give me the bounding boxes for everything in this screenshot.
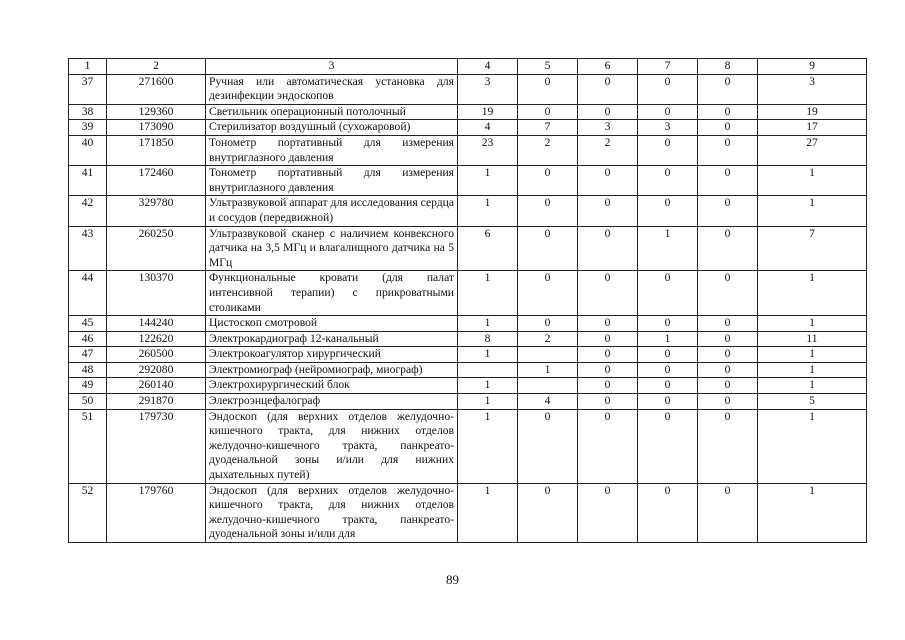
value-cell-8: 0 [698, 135, 758, 165]
value-cell-8: 0 [698, 483, 758, 542]
table-row [69, 74, 867, 104]
table-header-row [69, 59, 867, 75]
total-cell: 5 [758, 394, 867, 410]
value-cell-6: 0 [578, 347, 638, 363]
value-cell-6: 0 [578, 166, 638, 196]
value-cell-6: 0 [578, 331, 638, 347]
value-cell-8: 0 [698, 120, 758, 136]
row-number-cell: 44 [69, 271, 107, 316]
value-cell-6: 0 [578, 409, 638, 483]
row-number-cell: 42 [69, 196, 107, 226]
table-row [69, 271, 867, 316]
value-cell-6: 0 [578, 483, 638, 542]
table-row [69, 378, 867, 394]
value-cell-7: 0 [638, 409, 698, 483]
total-cell: 17 [758, 120, 867, 136]
value-cell-7: 0 [638, 166, 698, 196]
value-cell-7: 0 [638, 394, 698, 410]
value-cell-6: 0 [578, 378, 638, 394]
name-cell: Эндоскоп (для верхних отделов желудочно-кишечного тракта, для нижних отделов желудочно-кишечного тракта, панкреато-дуоденальной зоны и/или для нижних дыхательных путей) [206, 409, 458, 483]
total-cell: 1 [758, 347, 867, 363]
name-cell: Эндоскоп (для верхних отделов желудочно-кишечного тракта, для нижних отделов желудочно-кишечного тракта, панкреато-дуоденальной зоны и/или для [206, 483, 458, 542]
value-cell-8: 0 [698, 104, 758, 120]
value-cell-7: 0 [638, 104, 698, 120]
value-cell-5: 0 [518, 104, 578, 120]
value-cell-8: 0 [698, 226, 758, 271]
header-cell-4: 4 [458, 59, 518, 75]
table-row [69, 120, 867, 136]
row-number-cell: 41 [69, 166, 107, 196]
value-cell-7: 0 [638, 347, 698, 363]
code-cell: 179730 [107, 409, 206, 483]
header-cell-2: 2 [107, 59, 206, 75]
value-cell-4: 8 [458, 331, 518, 347]
value-cell-8: 0 [698, 74, 758, 104]
row-number-cell: 38 [69, 104, 107, 120]
row-number-cell: 52 [69, 483, 107, 542]
name-cell: Тонометр портативный для измерения внутриглазного давления [206, 166, 458, 196]
total-cell: 1 [758, 196, 867, 226]
code-cell: 260250 [107, 226, 206, 271]
value-cell-4: 1 [458, 271, 518, 316]
table-row [69, 362, 867, 378]
code-cell: 172460 [107, 166, 206, 196]
row-number-cell: 51 [69, 409, 107, 483]
code-cell: 292080 [107, 362, 206, 378]
header-cell-8: 8 [698, 59, 758, 75]
value-cell-7: 0 [638, 378, 698, 394]
code-cell: 129360 [107, 104, 206, 120]
code-cell: 171850 [107, 135, 206, 165]
value-cell-6: 0 [578, 316, 638, 332]
value-cell-4: 4 [458, 120, 518, 136]
value-cell-5: 0 [518, 226, 578, 271]
value-cell-5: 0 [518, 316, 578, 332]
table-row [69, 196, 867, 226]
code-cell: 173090 [107, 120, 206, 136]
total-cell: 11 [758, 331, 867, 347]
name-cell: Тонометр портативный для измерения внутриглазного давления [206, 135, 458, 165]
row-number-cell: 46 [69, 331, 107, 347]
code-cell: 260140 [107, 378, 206, 394]
value-cell-7: 0 [638, 362, 698, 378]
code-cell: 329780 [107, 196, 206, 226]
value-cell-6: 0 [578, 74, 638, 104]
row-number-cell: 37 [69, 74, 107, 104]
value-cell-5: 2 [518, 135, 578, 165]
value-cell-8: 0 [698, 196, 758, 226]
value-cell-6: 0 [578, 226, 638, 271]
total-cell: 7 [758, 226, 867, 271]
name-cell: Электромиограф (нейромиограф, миограф) [206, 362, 458, 378]
table-row [69, 226, 867, 271]
table-row [69, 483, 867, 542]
header-cell-5: 5 [518, 59, 578, 75]
row-number-cell: 50 [69, 394, 107, 410]
total-cell: 1 [758, 362, 867, 378]
value-cell-5: 7 [518, 120, 578, 136]
table-row [69, 166, 867, 196]
value-cell-5: 4 [518, 394, 578, 410]
value-cell-4: 3 [458, 74, 518, 104]
value-cell-7: 1 [638, 331, 698, 347]
value-cell-6: 3 [578, 120, 638, 136]
row-number-cell: 49 [69, 378, 107, 394]
value-cell-4: 6 [458, 226, 518, 271]
code-cell: 271600 [107, 74, 206, 104]
value-cell-7: 0 [638, 483, 698, 542]
row-number-cell: 39 [69, 120, 107, 136]
value-cell-6: 0 [578, 196, 638, 226]
value-cell-5: 1 [518, 362, 578, 378]
name-cell: Светильник операционный потолочный [206, 104, 458, 120]
code-cell: 291870 [107, 394, 206, 410]
value-cell-5: 2 [518, 331, 578, 347]
value-cell-4 [458, 362, 518, 378]
value-cell-7: 1 [638, 226, 698, 271]
value-cell-4: 1 [458, 166, 518, 196]
value-cell-6: 0 [578, 104, 638, 120]
value-cell-7: 0 [638, 316, 698, 332]
total-cell: 3 [758, 74, 867, 104]
row-number-cell: 45 [69, 316, 107, 332]
value-cell-8: 0 [698, 394, 758, 410]
total-cell: 1 [758, 316, 867, 332]
value-cell-4: 23 [458, 135, 518, 165]
code-cell: 122620 [107, 331, 206, 347]
value-cell-8: 0 [698, 166, 758, 196]
value-cell-4: 1 [458, 483, 518, 542]
total-cell: 1 [758, 409, 867, 483]
value-cell-8: 0 [698, 362, 758, 378]
value-cell-7: 0 [638, 74, 698, 104]
value-cell-8: 0 [698, 378, 758, 394]
table-row [69, 409, 867, 483]
name-cell: Ультразвуковой сканер с наличием конвексного датчика на 3,5 МГц и влагалищного датчика на 5 МГц [206, 226, 458, 271]
code-cell: 130370 [107, 271, 206, 316]
value-cell-4: 1 [458, 394, 518, 410]
header-cell-7: 7 [638, 59, 698, 75]
value-cell-6: 0 [578, 394, 638, 410]
code-cell: 144240 [107, 316, 206, 332]
value-cell-7: 3 [638, 120, 698, 136]
name-cell: Цистоскоп смотровой [206, 316, 458, 332]
value-cell-4: 1 [458, 347, 518, 363]
table-body [69, 59, 867, 543]
value-cell-8: 0 [698, 331, 758, 347]
name-cell: Ультразвуковой аппарат для исследования сердца и сосудов (передвижной) [206, 196, 458, 226]
table-row [69, 331, 867, 347]
row-number-cell: 40 [69, 135, 107, 165]
total-cell: 1 [758, 378, 867, 394]
page-number: 89 [446, 572, 459, 587]
value-cell-5 [518, 378, 578, 394]
name-cell: Электрохирургический блок [206, 378, 458, 394]
value-cell-8: 0 [698, 271, 758, 316]
value-cell-7: 0 [638, 135, 698, 165]
value-cell-6: 2 [578, 135, 638, 165]
name-cell: Функциональные кровати (для палат интенсивной терапии) с прикроватными столиками [206, 271, 458, 316]
value-cell-7: 0 [638, 196, 698, 226]
value-cell-8: 0 [698, 409, 758, 483]
value-cell-4: 1 [458, 378, 518, 394]
value-cell-6: 0 [578, 362, 638, 378]
value-cell-8: 0 [698, 316, 758, 332]
value-cell-4: 1 [458, 196, 518, 226]
value-cell-8: 0 [698, 347, 758, 363]
total-cell: 1 [758, 483, 867, 542]
table-row [69, 347, 867, 363]
total-cell: 27 [758, 135, 867, 165]
value-cell-5: 0 [518, 166, 578, 196]
header-cell-9: 9 [758, 59, 867, 75]
equipment-table [68, 58, 867, 543]
value-cell-5 [518, 347, 578, 363]
code-cell: 179760 [107, 483, 206, 542]
value-cell-5: 0 [518, 196, 578, 226]
table-row [69, 316, 867, 332]
header-cell-6: 6 [578, 59, 638, 75]
name-cell: Электрокардиограф 12-канальный [206, 331, 458, 347]
table-row [69, 394, 867, 410]
value-cell-6: 0 [578, 271, 638, 316]
value-cell-5: 0 [518, 483, 578, 542]
value-cell-4: 19 [458, 104, 518, 120]
total-cell: 1 [758, 166, 867, 196]
row-number-cell: 47 [69, 347, 107, 363]
name-cell: Стерилизатор воздушный (сухожаровой) [206, 120, 458, 136]
name-cell: Ручная или автоматическая установка для дезинфекции эндоскопов [206, 74, 458, 104]
total-cell: 1 [758, 271, 867, 316]
name-cell: Электроэнцефалограф [206, 394, 458, 410]
table-row [69, 104, 867, 120]
value-cell-4: 1 [458, 316, 518, 332]
value-cell-4: 1 [458, 409, 518, 483]
value-cell-7: 0 [638, 271, 698, 316]
row-number-cell: 48 [69, 362, 107, 378]
value-cell-5: 0 [518, 409, 578, 483]
table-row [69, 135, 867, 165]
total-cell: 19 [758, 104, 867, 120]
value-cell-5: 0 [518, 74, 578, 104]
header-cell-3: 3 [206, 59, 458, 75]
code-cell: 260500 [107, 347, 206, 363]
name-cell: Электрокоагулятор хирургический [206, 347, 458, 363]
header-cell-1: 1 [69, 59, 107, 75]
row-number-cell: 43 [69, 226, 107, 271]
value-cell-5: 0 [518, 271, 578, 316]
